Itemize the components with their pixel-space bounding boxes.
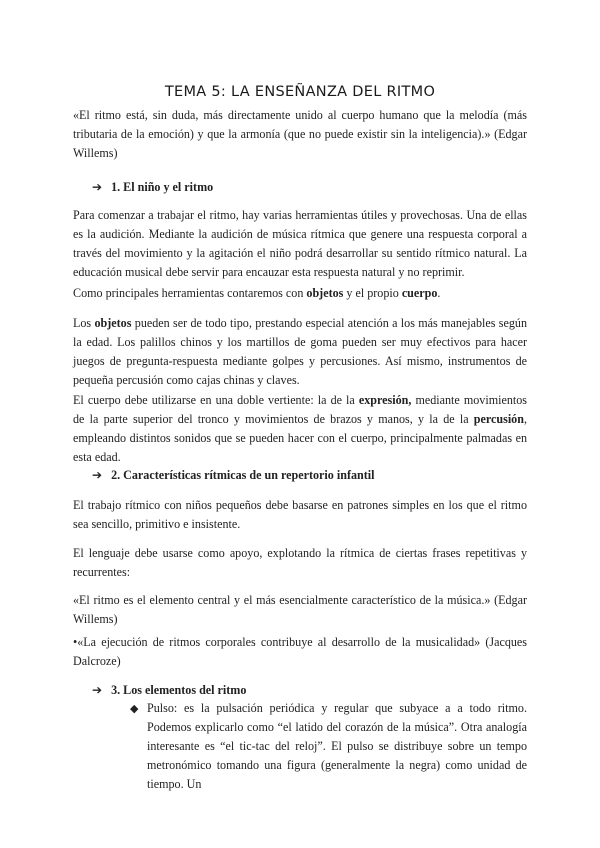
opening-quote: «El ritmo está, sin duda, más directamente unido al cuerpo humano que la melodía (más tributaria de la emoción) y que la armonía (que no puede existir sin la inteligencia).» (Edgar Willems) (73, 108, 527, 160)
paragraph-objetos: Los objetos pueden ser de todo tipo, prestando especial atención a los más manejables según la edad. Los palillos chinos y los martillos de goma pueden ser muy efectivos para hacer juegos de pregunta-respuesta mediante golpes y percusiones. Así mismo, instrumentos de pequeña percusión como cajas chinas y claves. (73, 316, 527, 387)
bold-objetos: objetos (306, 286, 344, 300)
page-title: TEMA 5: LA ENSEÑANZA DEL RITMO (164, 84, 436, 100)
section-heading-1 (92, 178, 213, 197)
paragraph-herramientas: Como principales herramientas contaremos con objetos y el propio cuerpo. (73, 286, 441, 300)
section-heading-3-text: 3. Los elementos del ritmo (111, 683, 247, 697)
section-heading-2 (92, 466, 375, 485)
bold-expresion: expresión, (358, 393, 412, 407)
section-heading-2-text: 2. Características rítmicas de un repertorio infantil (111, 468, 375, 482)
paragraph-cuerpo: El cuerpo debe utilizarse en una doble vertiente: la de la expresión, mediante movimientos de la parte superior del tronco y movimientos de brazos y manos, y la de la percusión, empleando distintos sonidos que se pueden hacer con el cuerpo, principalmente palmadas en esta edad. (73, 393, 528, 464)
paragraph-lenguaje: El lenguaje debe usarse como apoyo, explotando la rítmica de ciertas frases repetitivas y recurrentes: (73, 546, 527, 579)
bold-percusion: percusión (473, 412, 524, 426)
arrow-right-icon: ➔ (92, 468, 103, 482)
bold-objetos-2: objetos (94, 316, 132, 330)
paragraph-audicion: Para comenzar a trabajar el ritmo, hay varias herramientas útiles y provechosas. Una de ellas es la audición. Mediante la audición de música rítmica que genere una respuesta corporal a través del movimiento y la agitación el niño podrá desarrollar su sentido rítmico natural. La educación musical debe servir para encauzar esta respuesta natural y no reprimir. (73, 208, 527, 279)
list-item-pulso-text: Pulso: es la pulsación periódica y regular que subyace a a todo ritmo. Podemos explicarlo como “el latido del corazón de la música”. Otra analogía interesante es “el tic-tac del reloj”. El pulso se distribuye sobre un tempo metronómico tomando una figura (generalmente la negra) como unidad de tiempo. Un (147, 701, 527, 791)
quote-dalcroze: •«La ejecución de ritmos corporales contribuye al desarrollo de la musicalidad» (Jacques Dalcroze) (73, 635, 527, 668)
diamond-bullet-icon: ◆ (130, 702, 139, 715)
arrow-right-icon: ➔ (92, 683, 103, 697)
bold-cuerpo: cuerpo (401, 286, 438, 300)
list-item-pulso (130, 699, 527, 794)
section-heading-3 (92, 681, 246, 700)
arrow-right-icon: ➔ (92, 180, 103, 194)
paragraph-trabajo-ritmico: El trabajo rítmico con niños pequeños debe basarse en patrones simples en los que el ritmo sea sencillo, primitivo e insistente. (73, 498, 527, 531)
section-heading-1-text: 1. El niño y el ritmo (111, 180, 214, 194)
quote-willems: «El ritmo es el elemento central y el más esencialmente característico de la música.» (Edgar Willems) (73, 593, 527, 626)
